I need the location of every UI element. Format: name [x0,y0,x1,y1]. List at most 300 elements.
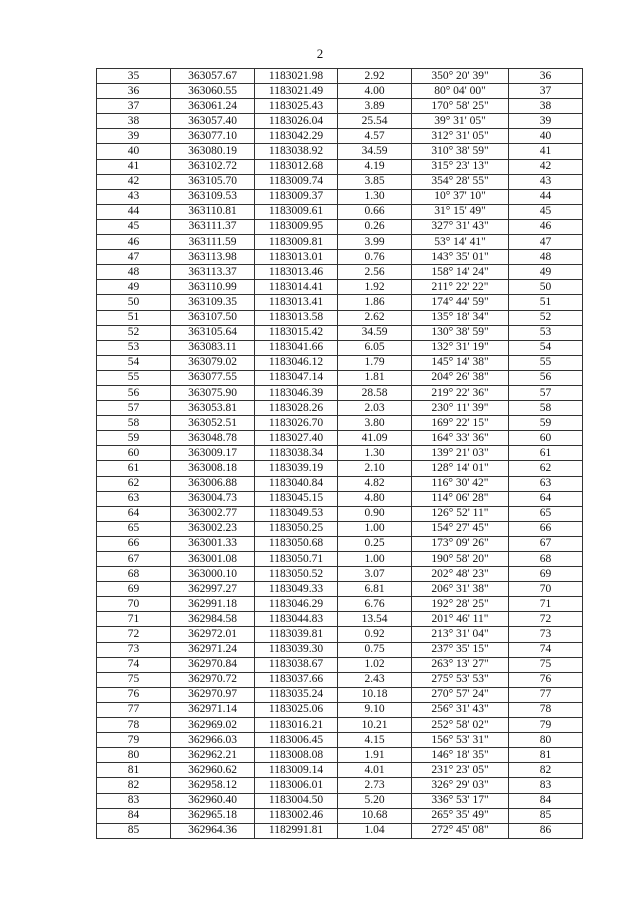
distance-cell: 3.99 [338,235,412,250]
table-row [97,521,583,536]
bearing-cell: 146° 18' 35" [412,748,509,763]
distance-cell: 2.62 [338,310,412,325]
table-row [97,310,583,325]
x-coordinate-cell: 363001.08 [171,552,255,567]
distance-cell: 2.43 [338,672,412,687]
point-number-cell: 65 [97,521,171,536]
table-row [97,99,583,114]
next-point-number-cell: 64 [509,491,583,506]
next-point-number-cell: 50 [509,280,583,295]
table-row [97,129,583,144]
bearing-cell: 53° 14' 41" [412,235,509,250]
table-row [97,597,583,612]
x-coordinate-cell: 362969.02 [171,718,255,733]
bearing-cell: 315° 23' 13" [412,159,509,174]
y-coordinate-cell: 1183025.43 [255,99,338,114]
x-coordinate-cell: 363057.40 [171,114,255,129]
distance-cell: 3.07 [338,567,412,582]
y-coordinate-cell: 1183050.71 [255,552,338,567]
x-coordinate-cell: 362970.97 [171,687,255,702]
x-coordinate-cell: 362960.62 [171,763,255,778]
x-coordinate-cell: 363111.37 [171,219,255,234]
next-point-number-cell: 82 [509,763,583,778]
distance-cell: 2.56 [338,265,412,280]
y-coordinate-cell: 1183040.84 [255,476,338,491]
next-point-number-cell: 79 [509,718,583,733]
table-row [97,461,583,476]
bearing-cell: 116° 30' 42" [412,476,509,491]
distance-cell: 25.54 [338,114,412,129]
y-coordinate-cell: 1183009.95 [255,219,338,234]
next-point-number-cell: 65 [509,506,583,521]
next-point-number-cell: 53 [509,325,583,340]
bearing-cell: 272° 45' 08" [412,823,509,838]
distance-cell: 2.92 [338,69,412,84]
next-point-number-cell: 69 [509,567,583,582]
table-row [97,808,583,823]
x-coordinate-cell: 363006.88 [171,476,255,491]
table-row [97,778,583,793]
y-coordinate-cell: 1183038.67 [255,657,338,672]
table-row [97,370,583,385]
distance-cell: 1.00 [338,552,412,567]
point-number-cell: 46 [97,235,171,250]
next-point-number-cell: 76 [509,672,583,687]
x-coordinate-cell: 363075.90 [171,385,255,400]
next-point-number-cell: 68 [509,552,583,567]
table-row [97,657,583,672]
distance-cell: 4.57 [338,129,412,144]
point-number-cell: 83 [97,793,171,808]
bearing-cell: 312° 31' 05" [412,129,509,144]
y-coordinate-cell: 1183013.58 [255,310,338,325]
distance-cell: 3.85 [338,174,412,189]
point-number-cell: 55 [97,370,171,385]
table-row [97,431,583,446]
x-coordinate-cell: 362958.12 [171,778,255,793]
distance-cell: 4.82 [338,476,412,491]
next-point-number-cell: 36 [509,69,583,84]
y-coordinate-cell: 1183050.25 [255,521,338,536]
x-coordinate-cell: 363109.53 [171,189,255,204]
bearing-cell: 354° 28' 55" [412,174,509,189]
point-number-cell: 73 [97,642,171,657]
table-row [97,159,583,174]
bearing-cell: 154° 27' 45" [412,521,509,536]
y-coordinate-cell: 1183027.40 [255,431,338,446]
x-coordinate-cell: 362984.58 [171,612,255,627]
table-row [97,733,583,748]
distance-cell: 1.04 [338,823,412,838]
point-number-cell: 66 [97,536,171,551]
x-coordinate-cell: 362964.36 [171,823,255,838]
point-number-cell: 60 [97,446,171,461]
point-number-cell: 69 [97,582,171,597]
next-point-number-cell: 48 [509,250,583,265]
next-point-number-cell: 44 [509,189,583,204]
bearing-cell: 130° 38' 59" [412,325,509,340]
y-coordinate-cell: 1183039.81 [255,627,338,642]
bearing-cell: 252° 58' 02" [412,718,509,733]
table-row [97,823,583,838]
x-coordinate-cell: 363083.11 [171,340,255,355]
bearing-cell: 327° 31' 43" [412,219,509,234]
bearing-cell: 135° 18' 34" [412,310,509,325]
x-coordinate-cell: 363060.55 [171,84,255,99]
distance-cell: 0.90 [338,506,412,521]
bearing-cell: 336° 53' 17" [412,793,509,808]
y-coordinate-cell: 1183041.66 [255,340,338,355]
y-coordinate-cell: 1183045.15 [255,491,338,506]
y-coordinate-cell: 1183046.39 [255,385,338,400]
bearing-cell: 219° 22' 36" [412,385,509,400]
x-coordinate-cell: 363008.18 [171,461,255,476]
point-number-cell: 53 [97,340,171,355]
point-number-cell: 62 [97,476,171,491]
y-coordinate-cell: 1183047.14 [255,370,338,385]
x-coordinate-cell: 362970.72 [171,672,255,687]
point-number-cell: 51 [97,310,171,325]
point-number-cell: 61 [97,461,171,476]
distance-cell: 34.59 [338,144,412,159]
y-coordinate-cell: 1183049.53 [255,506,338,521]
point-number-cell: 63 [97,491,171,506]
point-number-cell: 40 [97,144,171,159]
distance-cell: 41.09 [338,431,412,446]
y-coordinate-cell: 1183026.04 [255,114,338,129]
x-coordinate-cell: 363109.35 [171,295,255,310]
x-coordinate-cell: 363002.77 [171,506,255,521]
y-coordinate-cell: 1183046.29 [255,597,338,612]
y-coordinate-cell: 1183006.01 [255,778,338,793]
table-row [97,280,583,295]
next-point-number-cell: 58 [509,401,583,416]
point-number-cell: 59 [97,431,171,446]
point-number-cell: 58 [97,416,171,431]
next-point-number-cell: 85 [509,808,583,823]
x-coordinate-cell: 363004.73 [171,491,255,506]
distance-cell: 0.92 [338,627,412,642]
y-coordinate-cell: 1183025.06 [255,702,338,717]
bearing-cell: 237° 35' 15" [412,642,509,657]
distance-cell: 1.81 [338,370,412,385]
x-coordinate-cell: 363053.81 [171,401,255,416]
y-coordinate-cell: 1183039.19 [255,461,338,476]
y-coordinate-cell: 1183012.68 [255,159,338,174]
distance-cell: 4.80 [338,491,412,506]
y-coordinate-cell: 1183009.14 [255,763,338,778]
distance-cell: 2.73 [338,778,412,793]
next-point-number-cell: 40 [509,129,583,144]
y-coordinate-cell: 1183044.83 [255,612,338,627]
next-point-number-cell: 66 [509,521,583,536]
point-number-cell: 45 [97,219,171,234]
distance-cell: 1.00 [338,521,412,536]
distance-cell: 6.05 [338,340,412,355]
distance-cell: 0.76 [338,250,412,265]
y-coordinate-cell: 1183021.49 [255,84,338,99]
distance-cell: 1.86 [338,295,412,310]
table-row [97,114,583,129]
x-coordinate-cell: 363107.50 [171,310,255,325]
point-number-cell: 84 [97,808,171,823]
bearing-cell: 158° 14' 24" [412,265,509,280]
y-coordinate-cell: 1183009.37 [255,189,338,204]
x-coordinate-cell: 363057.67 [171,69,255,84]
point-number-cell: 43 [97,189,171,204]
table-row [97,340,583,355]
table-row [97,235,583,250]
distance-cell: 9.10 [338,702,412,717]
next-point-number-cell: 56 [509,370,583,385]
next-point-number-cell: 55 [509,355,583,370]
bearing-cell: 350° 20' 39" [412,69,509,84]
bearing-cell: 270° 57' 24" [412,687,509,702]
bearing-cell: 201° 46' 11" [412,612,509,627]
x-coordinate-cell: 363113.98 [171,250,255,265]
point-number-cell: 76 [97,687,171,702]
distance-cell: 3.80 [338,416,412,431]
point-number-cell: 37 [97,99,171,114]
distance-cell: 1.30 [338,446,412,461]
y-coordinate-cell: 1183046.12 [255,355,338,370]
x-coordinate-cell: 362971.24 [171,642,255,657]
x-coordinate-cell: 362962.21 [171,748,255,763]
next-point-number-cell: 41 [509,144,583,159]
bearing-cell: 265° 35' 49" [412,808,509,823]
next-point-number-cell: 49 [509,265,583,280]
distance-cell: 28.58 [338,385,412,400]
table-row [97,385,583,400]
y-coordinate-cell: 1183013.01 [255,250,338,265]
y-coordinate-cell: 1183013.41 [255,295,338,310]
x-coordinate-cell: 363002.23 [171,521,255,536]
bearing-cell: 164° 33' 36" [412,431,509,446]
y-coordinate-cell: 1183015.42 [255,325,338,340]
next-point-number-cell: 73 [509,627,583,642]
distance-cell: 13.54 [338,612,412,627]
next-point-number-cell: 45 [509,204,583,219]
x-coordinate-cell: 362966.03 [171,733,255,748]
point-number-cell: 56 [97,385,171,400]
bearing-cell: 145° 14' 38" [412,355,509,370]
point-number-cell: 78 [97,718,171,733]
next-point-number-cell: 46 [509,219,583,234]
x-coordinate-cell: 363048.78 [171,431,255,446]
bearing-cell: 202° 48' 23" [412,567,509,582]
x-coordinate-cell: 362972.01 [171,627,255,642]
point-number-cell: 48 [97,265,171,280]
next-point-number-cell: 38 [509,99,583,114]
table-row [97,536,583,551]
point-number-cell: 79 [97,733,171,748]
bearing-cell: 263° 13' 27" [412,657,509,672]
next-point-number-cell: 78 [509,702,583,717]
y-coordinate-cell: 1183021.98 [255,69,338,84]
bearing-cell: 114° 06' 28" [412,491,509,506]
y-coordinate-cell: 1183013.46 [255,265,338,280]
y-coordinate-cell: 1183038.34 [255,446,338,461]
next-point-number-cell: 54 [509,340,583,355]
x-coordinate-cell: 362970.84 [171,657,255,672]
next-point-number-cell: 60 [509,431,583,446]
bearing-cell: 39° 31' 05" [412,114,509,129]
bearing-cell: 310° 38' 59" [412,144,509,159]
table-row [97,446,583,461]
point-number-cell: 64 [97,506,171,521]
y-coordinate-cell: 1183016.21 [255,718,338,733]
table-row [97,793,583,808]
y-coordinate-cell: 1183006.45 [255,733,338,748]
table-row [97,567,583,582]
bearing-cell: 128° 14' 01" [412,461,509,476]
y-coordinate-cell: 1183050.52 [255,567,338,582]
point-number-cell: 68 [97,567,171,582]
point-number-cell: 57 [97,401,171,416]
bearing-cell: 204° 26' 38" [412,370,509,385]
bearing-cell: 156° 53' 31" [412,733,509,748]
distance-cell: 5.20 [338,793,412,808]
point-number-cell: 77 [97,702,171,717]
distance-cell: 0.66 [338,204,412,219]
y-coordinate-cell: 1183008.08 [255,748,338,763]
bearing-cell: 132° 31' 19" [412,340,509,355]
point-number-cell: 72 [97,627,171,642]
coordinates-table [96,68,583,839]
distance-cell: 3.89 [338,99,412,114]
bearing-cell: 231° 23' 05" [412,763,509,778]
x-coordinate-cell: 363105.64 [171,325,255,340]
point-number-cell: 50 [97,295,171,310]
y-coordinate-cell: 1183004.50 [255,793,338,808]
x-coordinate-cell: 363110.81 [171,204,255,219]
bearing-cell: 206° 31' 38" [412,582,509,597]
next-point-number-cell: 77 [509,687,583,702]
y-coordinate-cell: 1183009.61 [255,204,338,219]
point-number-cell: 81 [97,763,171,778]
y-coordinate-cell: 1182991.81 [255,823,338,838]
next-point-number-cell: 52 [509,310,583,325]
bearing-cell: 10° 37' 10" [412,189,509,204]
bearing-cell: 143° 35' 01" [412,250,509,265]
x-coordinate-cell: 363061.24 [171,99,255,114]
bearing-cell: 139° 21' 03" [412,446,509,461]
table-row [97,672,583,687]
y-coordinate-cell: 1183026.70 [255,416,338,431]
table-row [97,491,583,506]
point-number-cell: 75 [97,672,171,687]
table-row [97,476,583,491]
next-point-number-cell: 37 [509,84,583,99]
point-number-cell: 74 [97,657,171,672]
y-coordinate-cell: 1183039.30 [255,642,338,657]
next-point-number-cell: 61 [509,446,583,461]
table-row [97,748,583,763]
y-coordinate-cell: 1183035.24 [255,687,338,702]
table-row [97,265,583,280]
table-row [97,687,583,702]
y-coordinate-cell: 1183050.68 [255,536,338,551]
distance-cell: 6.76 [338,597,412,612]
next-point-number-cell: 71 [509,597,583,612]
x-coordinate-cell: 363000.10 [171,567,255,582]
table-row [97,219,583,234]
x-coordinate-cell: 363079.02 [171,355,255,370]
distance-cell: 10.21 [338,718,412,733]
point-number-cell: 47 [97,250,171,265]
y-coordinate-cell: 1183009.81 [255,235,338,250]
x-coordinate-cell: 363052.51 [171,416,255,431]
y-coordinate-cell: 1183042.29 [255,129,338,144]
distance-cell: 4.19 [338,159,412,174]
bearing-cell: 326° 29' 03" [412,778,509,793]
x-coordinate-cell: 362971.14 [171,702,255,717]
x-coordinate-cell: 363111.59 [171,235,255,250]
x-coordinate-cell: 362997.27 [171,582,255,597]
next-point-number-cell: 74 [509,642,583,657]
bearing-cell: 230° 11' 39" [412,401,509,416]
bearing-cell: 174° 44' 59" [412,295,509,310]
table-row [97,84,583,99]
next-point-number-cell: 70 [509,582,583,597]
y-coordinate-cell: 1183014.41 [255,280,338,295]
bearing-cell: 173° 09' 26" [412,536,509,551]
distance-cell: 1.79 [338,355,412,370]
bearing-cell: 190° 58' 20" [412,552,509,567]
point-number-cell: 54 [97,355,171,370]
next-point-number-cell: 84 [509,793,583,808]
x-coordinate-cell: 363001.33 [171,536,255,551]
distance-cell: 2.10 [338,461,412,476]
next-point-number-cell: 83 [509,778,583,793]
table-row [97,189,583,204]
x-coordinate-cell: 363009.17 [171,446,255,461]
distance-cell: 10.68 [338,808,412,823]
next-point-number-cell: 63 [509,476,583,491]
table-row [97,642,583,657]
bearing-cell: 275° 53' 53" [412,672,509,687]
next-point-number-cell: 62 [509,461,583,476]
next-point-number-cell: 72 [509,612,583,627]
table-row [97,582,583,597]
point-number-cell: 70 [97,597,171,612]
table-row [97,506,583,521]
next-point-number-cell: 43 [509,174,583,189]
x-coordinate-cell: 362960.40 [171,793,255,808]
point-number-cell: 52 [97,325,171,340]
distance-cell: 0.25 [338,536,412,551]
point-number-cell: 36 [97,84,171,99]
table-row [97,627,583,642]
point-number-cell: 38 [97,114,171,129]
next-point-number-cell: 80 [509,733,583,748]
y-coordinate-cell: 1183002.46 [255,808,338,823]
bearing-cell: 211° 22' 22" [412,280,509,295]
next-point-number-cell: 47 [509,235,583,250]
distance-cell: 34.59 [338,325,412,340]
point-number-cell: 67 [97,552,171,567]
bearing-cell: 213° 31' 04" [412,627,509,642]
bearing-cell: 80° 04' 00" [412,84,509,99]
point-number-cell: 49 [97,280,171,295]
point-number-cell: 44 [97,204,171,219]
distance-cell: 4.01 [338,763,412,778]
distance-cell: 1.91 [338,748,412,763]
next-point-number-cell: 67 [509,536,583,551]
table-row [97,552,583,567]
y-coordinate-cell: 1183028.26 [255,401,338,416]
distance-cell: 1.30 [338,189,412,204]
